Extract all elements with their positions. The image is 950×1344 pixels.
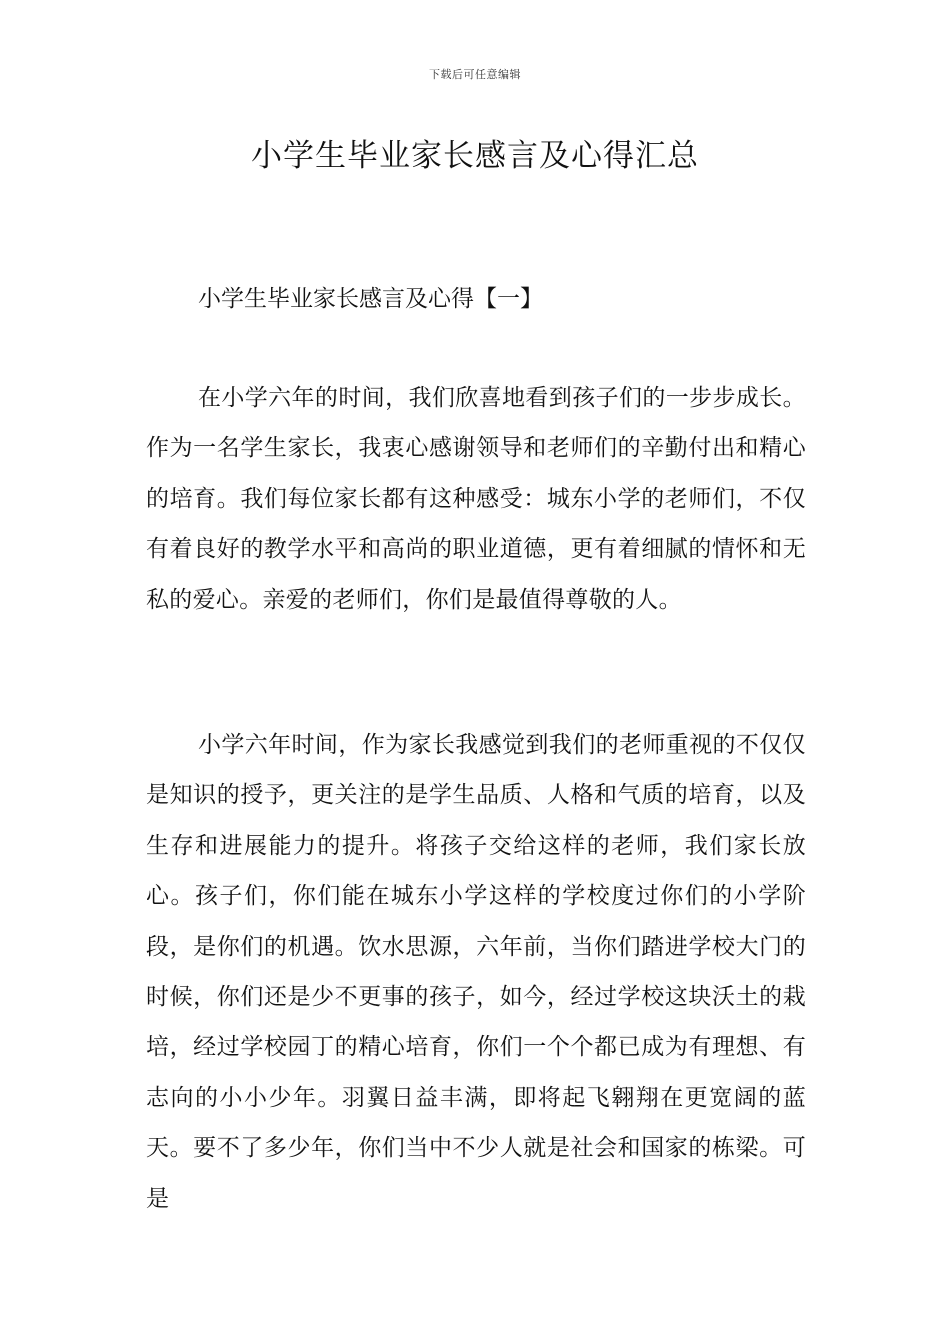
section-heading: 小学生毕业家长感言及心得【一】	[198, 286, 543, 312]
document-title: 小学生毕业家长感言及心得汇总	[251, 138, 699, 174]
body-paragraph: 小学六年时间，作为家长我感觉到我们的老师重视的不仅仅是知识的授予，更关注的是学生品质、人格和气质的培育，以及生存和进展能力的提升。将孩子交给这样的老师，我们家长放心。孩子们，你们能在城东小学这样的学校度过你们的小学阶段，是你们的机遇。饮水思源，六年前，当你们踏进学校大门的时候，你们还是少不更事的孩子，如今，经过学校这块沃土的栽培，经过学校园丁的精心培育，你们一个个都已成为有理想、有志向的小小少年。羽翼日益丰满，即将起飞翱翔在更宽阔的蓝天。要不了多少年，你们当中不少人就是社会和国家的栋梁。可是	[146, 732, 806, 1212]
body-paragraph: 在小学六年的时间，我们欣喜地看到孩子们的一步步成长。作为一名学生家长，我衷心感谢领导和老师们的辛勤付出和精心的培育。我们每位家长都有这种感受：城东小学的老师们，不仅有着良好的教学水平和高尚的职业道德，更有着细腻的情怀和无私的爱心。亲爱的老师们，你们是最值得尊敬的人。	[146, 385, 806, 613]
header-note: 下载后可任意编辑	[429, 68, 521, 81]
